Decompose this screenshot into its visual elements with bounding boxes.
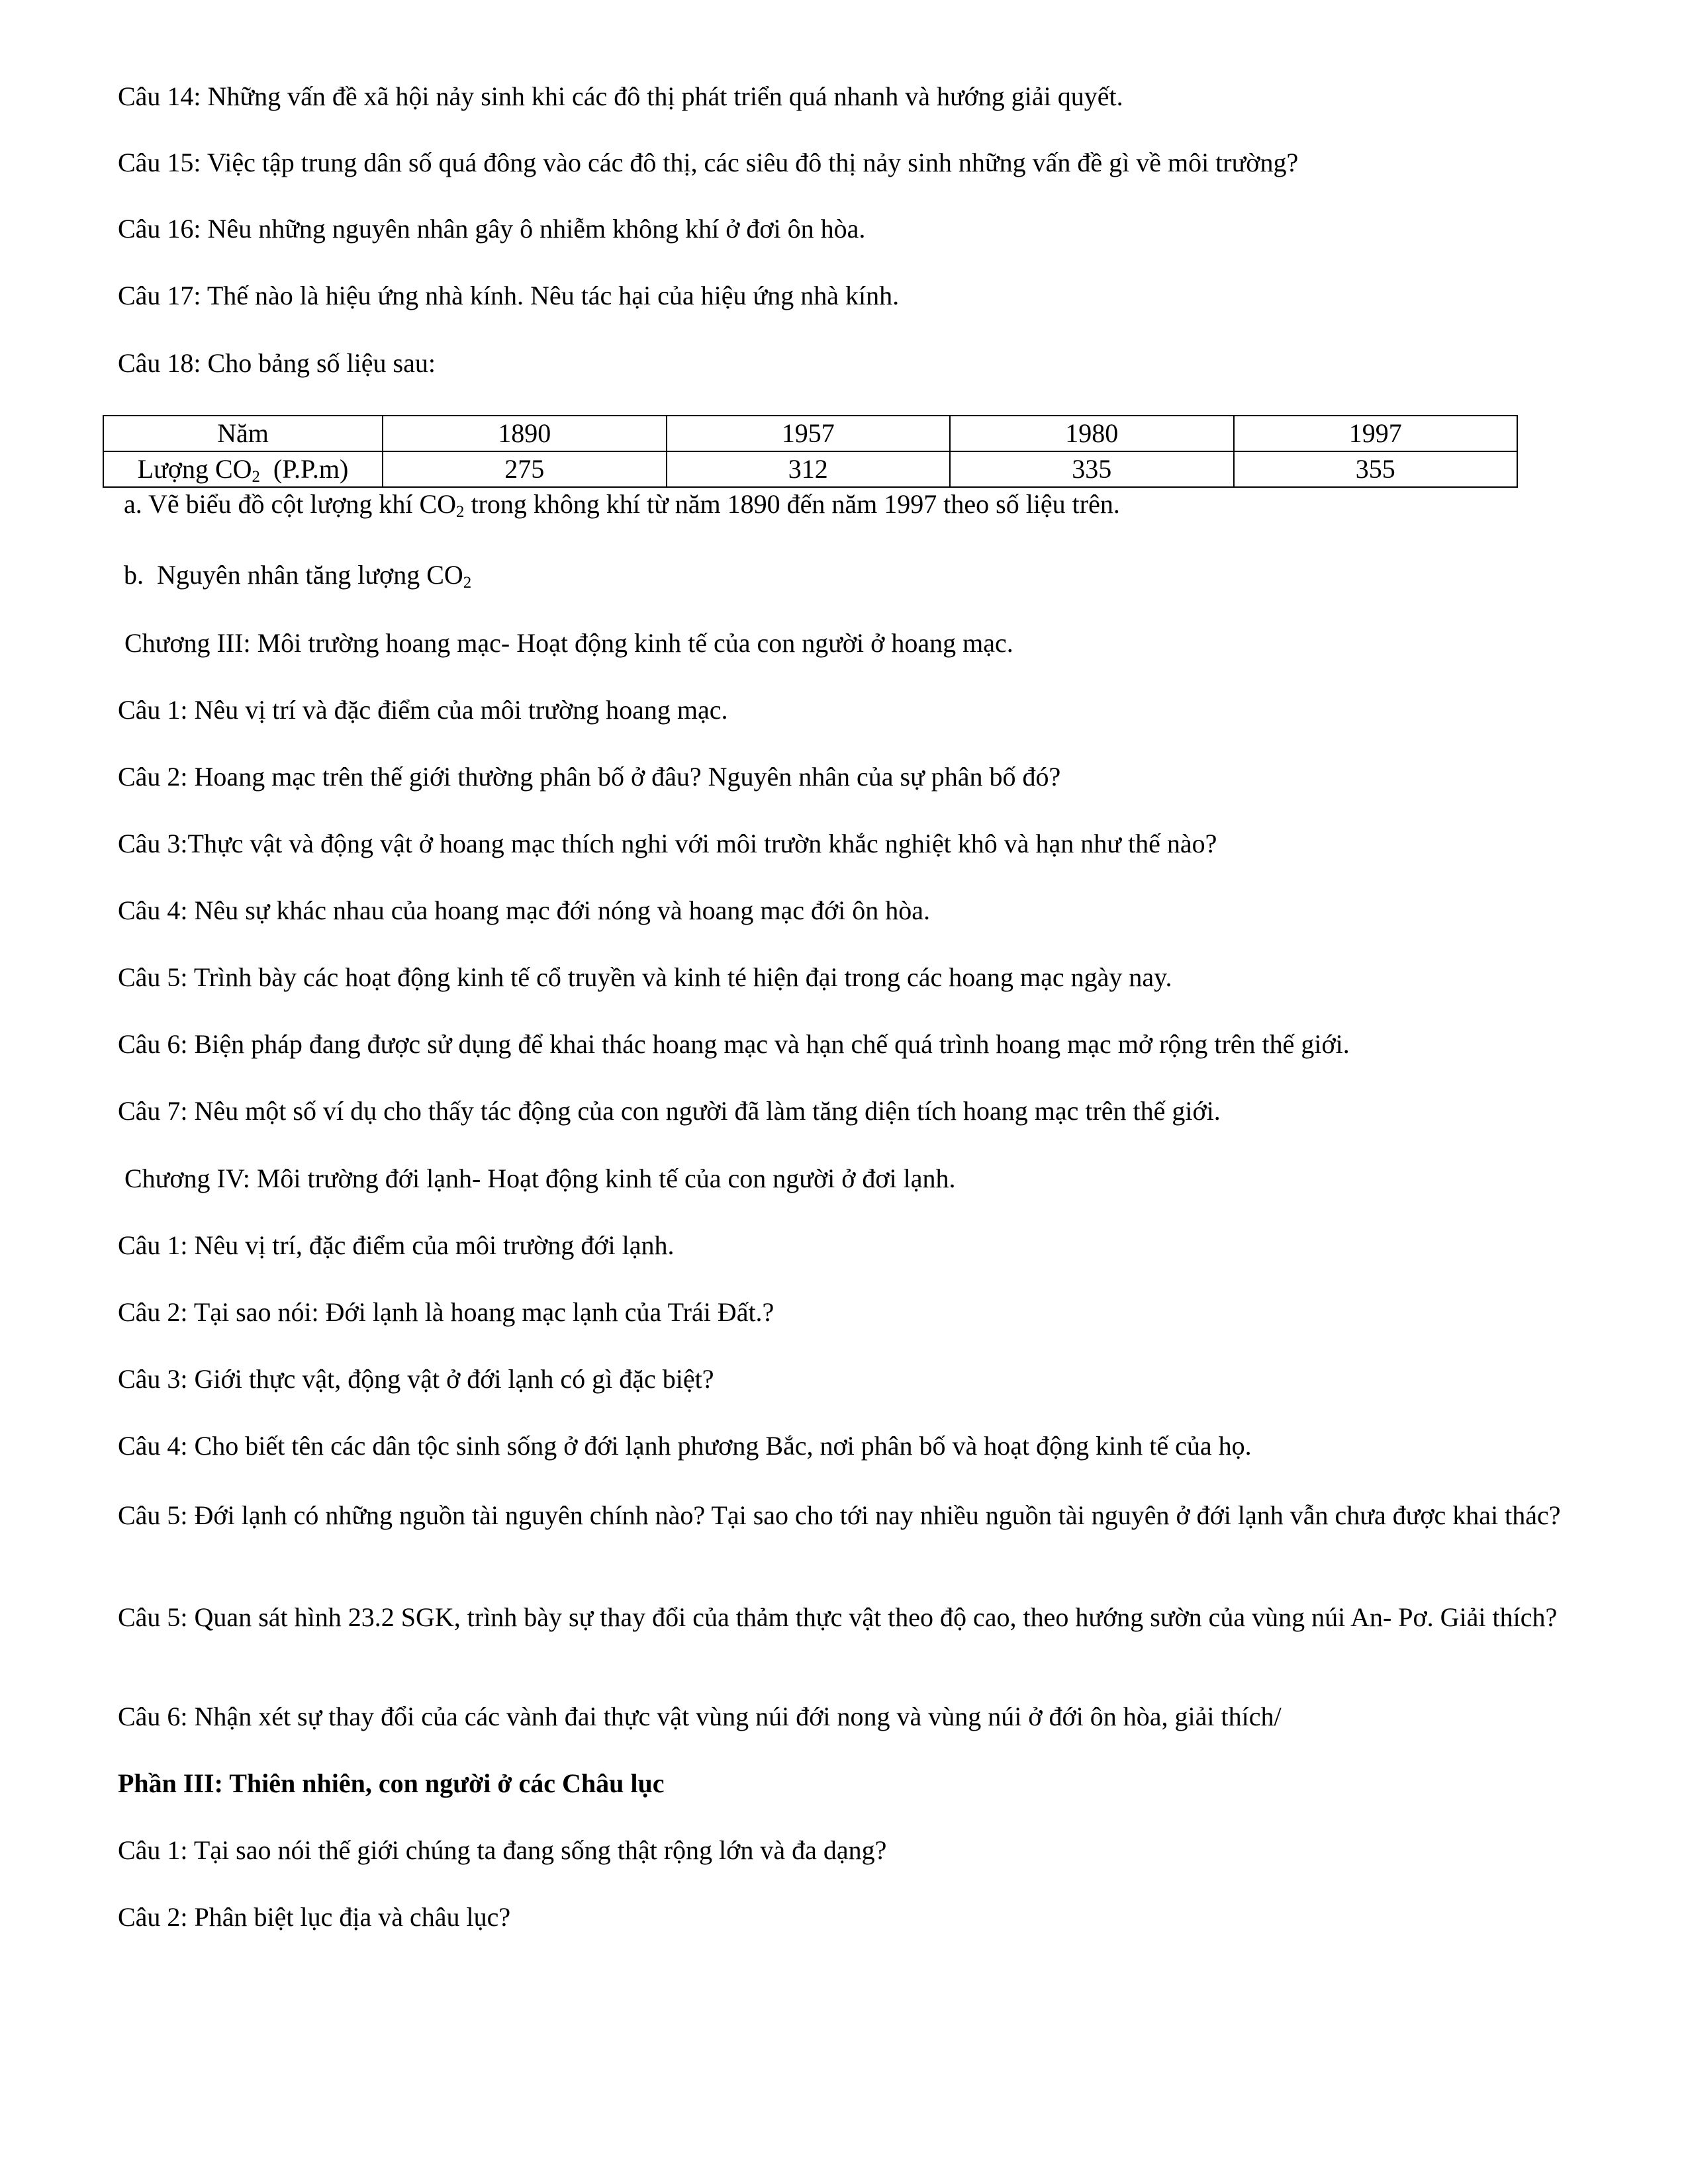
question-18a: a. Vẽ biểu đồ cột lượng khí $CO_2$ trong không khí từ năm 1890 đến năm 1997 theo số liệu trên.: [124, 489, 1120, 522]
table-cell-label: Lượng $CO_2$ (P.P.m): [103, 451, 383, 487]
part-3-question-1: Câu 1: Tại sao nói thế giới chúng ta đang sống thật rộng lớn và đa dạng?: [118, 1835, 887, 1865]
chapter-3-question-1: Câu 1: Nêu vị trí và đặc điểm của môi trường hoang mạc.: [118, 695, 728, 725]
question-17: Câu 17: Thế nào là hiệu ứng nhà kính. Nêu tác hại của hiệu ứng nhà kính.: [118, 281, 900, 310]
question-14: Câu 14: Những vấn đề xã hội nảy sinh khi các đô thị phát triển quá nhanh và hướng giải quyết.: [118, 81, 1123, 111]
chapter-3-question-4: Câu 4: Nêu sự khác nhau của hoang mạc đới nóng và hoang mạc đới ôn hòa.: [118, 895, 930, 925]
co2-data-table: [103, 415, 1518, 488]
question-18: Câu 18: Cho bảng số liệu sau:: [118, 348, 436, 378]
table-cell-label: Năm: [103, 416, 383, 451]
part-3-title: Phần III: Thiên nhiên, con người ở các Châu lục: [118, 1768, 665, 1798]
table-cell-value: 335: [950, 451, 1234, 487]
table-cell-year: 1997: [1234, 416, 1518, 451]
chapter-4-question-1: Câu 1: Nêu vị trí, đặc điểm của môi trường đới lạnh.: [118, 1230, 675, 1260]
chapter-4-question-5: Câu 5: Đới lạnh có những nguồn tài nguyên chính nào? Tại sao cho tới nay nhiều nguồn tài nguyên ở đới lạnh vẫn chưa được khai thác?: [118, 1500, 1561, 1530]
chapter-4-title: Chương IV: Môi trường đới lạnh- Hoạt động kinh tế của con người ở đơi lạnh.: [124, 1163, 956, 1193]
chapter-4-question-6: Câu 6: Nhận xét sự thay đổi của các vành đai thực vật vùng núi đới nong và vùng núi ở đới ôn hòa, giải thích/: [118, 1702, 1282, 1731]
chapter-3-question-5: Câu 5: Trình bày các hoạt động kinh tế cổ truyền và kinh té hiện đại trong các hoang mạc ngày nay.: [118, 962, 1172, 992]
table-cell-year: 1890: [383, 416, 667, 451]
chapter-4-question-4: Câu 4: Cho biết tên các dân tộc sinh sống ở đới lạnh phương Bắc, nơi phân bố và hoạt động kinh tế của họ.: [118, 1431, 1252, 1461]
table-row-years: [103, 416, 1517, 451]
table-row-co2: [103, 451, 1517, 487]
question-15: Câu 15: Việc tập trung dân số quá đông vào các đô thị, các siêu đô thị nảy sinh những vấn đề gì về môi trường?: [118, 148, 1299, 177]
chapter-4-question-3: Câu 3: Giới thực vật, động vật ở đới lạnh có gì đặc biệt?: [118, 1364, 714, 1394]
chapter-3-question-6: Câu 6: Biện pháp đang được sử dụng để khai thác hoang mạc và hạn chế quá trình hoang mạc mở rộng trên thế giới.: [118, 1029, 1350, 1059]
chapter-4-question-5b: Câu 5: Quan sát hình 23.2 SGK, trình bày sự thay đổi của thảm thực vật theo độ cao, theo hướng sườn của vùng núi An- Pơ. Giải thích?: [118, 1602, 1558, 1632]
chapter-3-title: Chương III: Môi trường hoang mạc- Hoạt động kinh tế của con người ở hoang mạc.: [124, 628, 1013, 658]
table-cell-year: 1980: [950, 416, 1234, 451]
question-18b: b. Nguyên nhân tăng lượng $CO_2$: [124, 560, 472, 592]
table-cell-value: 312: [667, 451, 951, 487]
chapter-3-question-3: Câu 3:Thực vật và động vật ở hoang mạc thích nghi với môi trườn khắc nghiệt khô và hạn như thế nào?: [118, 829, 1217, 858]
part-3-question-2: Câu 2: Phân biệt lục địa và châu lục?: [118, 1902, 511, 1932]
chapter-3-question-2: Câu 2: Hoang mạc trên thế giới thường phân bố ở đâu? Nguyên nhân của sự phân bố đó?: [118, 762, 1061, 792]
table-cell-value: 355: [1234, 451, 1518, 487]
chapter-3-question-7: Câu 7: Nêu một số ví dụ cho thấy tác động của con người đã làm tăng diện tích hoang mạc trên thế giới.: [118, 1096, 1221, 1126]
chapter-4-question-2: Câu 2: Tại sao nói: Đới lạnh là hoang mạc lạnh của Trái Đất.?: [118, 1297, 774, 1327]
table-cell-year: 1957: [667, 416, 951, 451]
table-cell-value: 275: [383, 451, 667, 487]
question-16: Câu 16: Nêu những nguyên nhân gây ô nhiễm không khí ở đơi ôn hòa.: [118, 214, 866, 244]
